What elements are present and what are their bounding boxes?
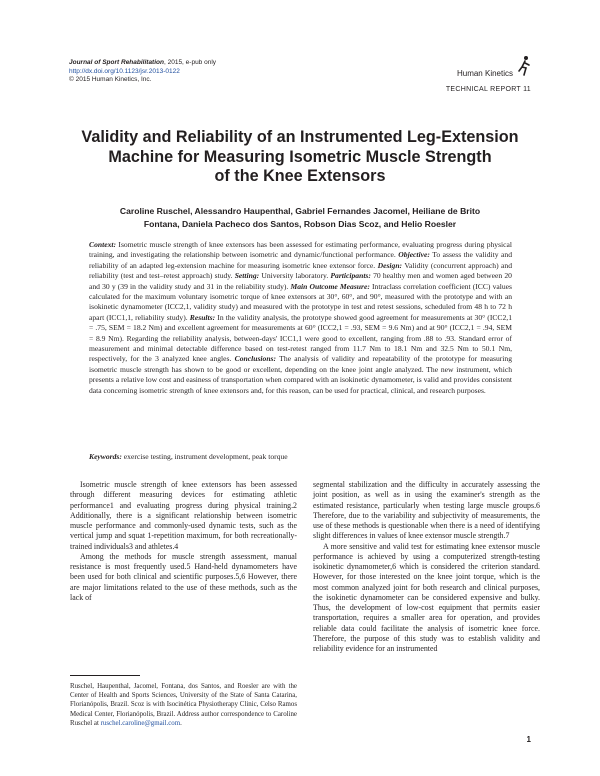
abstract-participants-label: Participants:: [330, 271, 371, 281]
copyright: © 2015 Human Kinetics, Inc.: [69, 76, 152, 83]
abstract-participants: 70 healthy men and women aged between 20 and 30 y (39 in the validity study and 31 in the reliability study).: [89, 271, 512, 291]
correspondence-email-link[interactable]: ruschel.caroline@gmail.com: [100, 719, 181, 727]
report-label: TECHNICAL REPORT 11: [445, 86, 531, 93]
footnote-text: Ruschel, Haupenthal, Jacomel, Fontana, dos Santos, and Roesler are with the Center of Health and Sports Sciences, University of the State of Santa Catarina, Florianópolis, Brazil. Scoz is with Isocinética Physiotherapy Clinic, Celso Ramos Medical Center, Florianópolis, Brazil. Address author correspondence to Caroline Ruschel at: [70, 683, 297, 727]
journal-issue: , 2015, e-pub only: [163, 59, 217, 66]
body-column-right: [313, 480, 540, 654]
body-paragraph: Among the methods for muscle strength assessment, manual resistance is most frequently used.5 Hand-held dynamometers have been used for both clinical and scientific purposes.5,6 However, there are major limitations related to the use of these methods, such as the lack of: [70, 551, 297, 602]
author-line: Caroline Ruschel, Alessandro Haupenthal, Gabriel Fernandes Jacomel, Heiliane de Brito: [119, 206, 481, 216]
doi-link[interactable]: http://dx.doi.org/10.1123/jsr.2013-0122: [69, 67, 180, 75]
paper-title: [60, 128, 540, 187]
abstract-context: Isometric muscle strength of knee extensors has been assessed for estimating performance, evaluating progress during physical training, and investigating the relationship between isometric and dynamic/functional performance.: [89, 240, 512, 260]
human-kinetics-logo-icon: [517, 55, 531, 77]
body-paragraph: A more sensitive and valid test for estimating knee extensor muscle performance is achieved by using a computerized strength-testing isokinetic dynamometer,6 which is considered the criterion standard. However, for those interested on the knee joint torque, which is the most common analyzed joint for both research and clinical purposes, the isokinetic dynamometer can be considered expensive and bulky. Thus, the development of low-cost equipment that permits easier transportation, requires a smaller area for operation, and provides reliable data could facilitate the analysis of isometric knee force. Therefore, the purpose of this study was to establish validity and reliability evidence for an instrumented: [313, 541, 540, 653]
abstract-results-label: Results:: [189, 312, 216, 322]
journal-name: Journal of Sport Rehabilitation: [69, 59, 164, 66]
keywords: [89, 452, 512, 461]
title-line: Machine for Measuring Isometric Muscle Strength: [108, 147, 492, 166]
abstract-conclusions-label: Conclusions:: [234, 354, 277, 364]
author-affiliation-footnote: [70, 682, 297, 728]
author-list: [70, 205, 530, 231]
author-line: Fontana, Daniela Pacheco dos Santos, Robson Dias Scoz, and Helio Roesler: [143, 219, 457, 229]
abstract-conclusions: The analysis of validity and repeatability of the prototype for measuring isometric muscle strength has shown to be good or excellent, depending on the knee joint angle analyzed. The new instrument, which presents a relative low cost and easiness of transportation when compared with an isokinetic dynamometer, is valid and provides consistent data concerning isometric strength of knee extensors and, for this reason, can be used for practical, clinical, and research purposes.: [89, 354, 512, 395]
body-paragraph: Isometric muscle strength of knee extensors has been assessed through different measuring devices for estimating athletic performance1 and evaluating progress during physical training.2 Additionally, there is a significant relationship between isometric muscle performance and commonly-used dynamic tests, such as the vertical jump and squat 1-repetition maximum, for both recreationally-trained individuals3 and athletes.4: [70, 480, 297, 551]
abstract-objective-label: Objective:: [398, 250, 430, 260]
abstract-setting: University laboratory.: [259, 271, 331, 281]
journal-header: [69, 59, 216, 85]
abstract-objective: To assess the validity and reliability of an adapted leg-extension machine for measuring isometric knee extensor force.: [89, 250, 513, 270]
abstract-setting-label: Setting:: [234, 271, 260, 281]
abstract: [89, 240, 512, 396]
keywords-text: exercise testing, instrument development, peak torque: [121, 452, 288, 461]
publisher-name: Human Kinetics: [456, 69, 513, 78]
publisher-header: [446, 63, 531, 93]
body-paragraph: segmental stabilization and the difficulty in accurately assessing the joint position, as well as in using the examiner's strength as the estimated resistance, particularly when testing large muscle groups.6 Therefore, due to the variability and subjectivity of measurements, the use of these methods is questionable when there is a need of identifying slight differences in values of knee extensor muscle strength.7: [313, 480, 540, 541]
footnote-end: .: [180, 719, 182, 727]
abstract-design: Validity (concurrent approach) and reliability (test and test–retest approach) study.: [89, 260, 512, 281]
abstract-context-label: Context:: [89, 240, 117, 249]
page-number: 1: [526, 735, 531, 744]
body-column-left: [70, 480, 297, 603]
abstract-outcome: Intraclass correlation coefficient (ICC) values calculated for the maximum voluntary isometric torque of knee extensors at 30°, 60°, and 90°, measured with the prototype and with an isokinetic dynamometer (ICC2,1, validity study) and measured with the prototype in test and retest sessions, scheduled from 48 h to 72 h apart (ICC1,1, reliability study).: [89, 281, 512, 322]
abstract-outcome-label: Main Outcome Measure:: [290, 281, 370, 291]
footnote-divider: [70, 675, 140, 676]
abstract-results: In the validity analysis, the prototype showed good agreement for measurements at 30° (ICC2,1 = .75, SEM = 18.2 Nm) and excellent agreement for measurements at 60° (ICC2,1 = .93, SEM = 9.6 Nm) and at 90° (ICC2,1 = .94, SEM = 8.9 Nm). Regarding the reliability analysis, between-days' ICC1,1 were good to excellent, ranging from .88 to .93. Standard error of measurement and minimal detectable difference based on test-retest ranged from 11.7 Nm to 18.1 Nm and 32.5 Nm to 50.1 Nm, respectively, for the 3 analyzed knee angles.: [89, 312, 512, 364]
title-line: Validity and Reliability of an Instrumented Leg-Extension: [81, 128, 519, 146]
keywords-label: Keywords:: [89, 452, 122, 461]
title-line: of the Knee Extensors: [214, 167, 386, 185]
abstract-design-label: Design:: [377, 260, 403, 270]
